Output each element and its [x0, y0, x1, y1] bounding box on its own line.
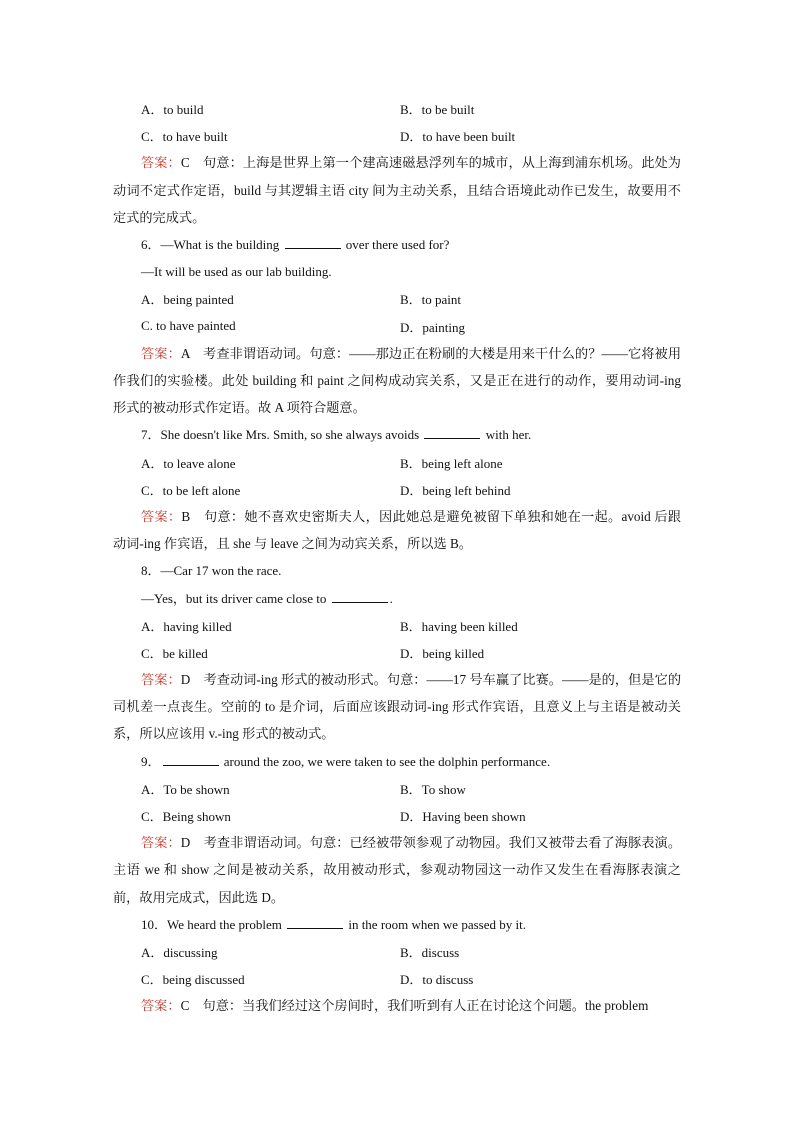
q7-options-row-1 [113, 449, 681, 476]
q7-option-d: D．being left behind [400, 482, 511, 498]
q8-option-b: B．having been killed [400, 618, 518, 634]
q9-options-row-1 [113, 775, 681, 802]
q10-options-row-2 [113, 965, 681, 992]
document-content [113, 95, 681, 1020]
answer-text: A 考查非谓语动词。句意：——那边正在粉刷的大楼是用来干什么的？——它将被用作我们的实验楼。此处 building 和 paint 之间构成动宾关系，又是正在进行的动作，要用动词-ing 形式的被动形式作定语。故 A 项符合题意。 [113, 345, 681, 416]
q10-stem-pre: 10．We heard the problem [141, 916, 282, 932]
q10-stem [113, 911, 681, 938]
q8-option-c: C．be killed [141, 645, 208, 661]
answer-label: 答案： [141, 835, 181, 851]
q7-stem-pre: 7．She doesn't like Mrs. Smith, so she always avoids [141, 427, 420, 443]
q6-options-row-1 [113, 285, 681, 312]
q8-options-row-2 [113, 639, 681, 666]
q6-line2: —It will be used as our lab building. [141, 264, 332, 280]
answer-blank [424, 427, 480, 439]
q9-options-row-2 [113, 802, 681, 829]
q5-options-row-1 [113, 95, 681, 122]
q9-stem [113, 748, 681, 775]
answer-text: D 考查动词-ing 形式的被动形式。句意：——17 号车赢了比赛。——是的，但是它的司机差一点丧生。空前的 to 是介词，后面应该跟动词-ing 形式作宾语，且意义上与主语是被动关系，所以应该用 v.-ing 形式的被动式。 [113, 672, 682, 742]
q8-option-d: D．being killed [400, 645, 485, 661]
q9-option-a: A．To be shown [141, 781, 230, 797]
q8-option-a: A．having killed [141, 618, 232, 634]
q8-line2-post: . [389, 590, 393, 606]
answer-text: C 句意：当我们经过这个房间时，我们听到有人正在讨论这个问题。the problem [180, 998, 649, 1014]
q9-stem-pre: 9． [141, 753, 161, 769]
answer-label: 答案： [141, 998, 181, 1014]
q9-option-c: C．Being shown [141, 809, 231, 825]
answer-label: 答案： [141, 672, 181, 688]
q5-answer [113, 149, 681, 231]
q8-answer [113, 666, 681, 748]
q6-stem-pre: 6．—What is the building [141, 236, 280, 252]
answer-blank [287, 917, 343, 929]
q6-stem-post: over there used for? [345, 236, 450, 252]
q8-line2 [113, 585, 681, 612]
q5-option-d: D．to have been built [400, 129, 516, 145]
q10-option-b: B．discuss [400, 945, 460, 961]
q6-option-c: C. to have painted [141, 318, 236, 334]
q7-option-b: B．being left alone [400, 455, 503, 471]
answer-blank [163, 754, 219, 766]
q7-stem [113, 421, 681, 448]
q9-option-b: B．To show [400, 781, 466, 797]
q9-answer [113, 829, 681, 911]
q8-stem: 8．—Car 17 won the race. [141, 563, 282, 579]
q5-option-b: B．to be built [400, 102, 475, 118]
q9-option-d: D．Having been shown [400, 809, 526, 825]
q6-options-row-2 [113, 313, 681, 340]
answer-text: B 句意：她不喜欢史密斯夫人，因此她总是避免被留下单独和她在一起。avoid 后跟动词-ing 作宾语，且 she 与 leave 之间为动宾关系，所以选 B。 [113, 508, 681, 552]
answer-text: D 考查非谓语动词。句意：已经被带领参观了动物园。我们又被带去看了海豚表演。主语 we 和 show 之间是被动关系，故用被动形式，参观动物园这一动作又发生在看海豚表演之前，故用完成式，因此选 D。 [113, 835, 682, 905]
q6-answer [113, 340, 681, 422]
answer-label: 答案： [141, 345, 181, 361]
q10-stem-post: in the room when we passed by it. [348, 916, 526, 932]
q10-options-row-1 [113, 938, 681, 965]
q10-option-d: D．to discuss [400, 972, 474, 988]
answer-label: 答案： [141, 508, 182, 524]
q7-option-c: C．to be left alone [141, 482, 241, 498]
answer-blank [332, 591, 388, 603]
q6-option-d: D．painting [400, 319, 465, 335]
q5-options-row-2 [113, 122, 681, 149]
q9-stem-post: around the zoo, we were taken to see the dolphin performance. [223, 753, 551, 769]
q8-line2-pre: —Yes，but its driver came close to [141, 590, 327, 606]
answer-label: 答案： [141, 155, 181, 171]
q10-option-c: C．being discussed [141, 972, 245, 988]
q10-option-a: A．discussing [141, 945, 218, 961]
q6-stem [113, 231, 681, 258]
q7-options-row-2 [113, 476, 681, 503]
q7-option-a: A．to leave alone [141, 455, 236, 471]
q6-option-b: B．to paint [400, 292, 462, 308]
q5-option-a: A．to build [141, 102, 204, 118]
q10-answer [113, 992, 681, 1019]
answer-blank [285, 237, 341, 249]
q6-option-a: A．being painted [141, 292, 234, 308]
q7-stem-post: with her. [485, 427, 532, 443]
q8-options-row-1 [113, 612, 681, 639]
q7-answer [113, 503, 681, 557]
q5-option-c: C．to have built [141, 129, 228, 145]
answer-text: C 句意：上海是世界上第一个建高速磁悬浮列车的城市，从上海到浦东机场。此处为动词不定式作定语，build 与其逻辑主语 city 间为主动关系，且结合语境此动作已发生，故要用不定式的完成式。 [113, 155, 681, 225]
